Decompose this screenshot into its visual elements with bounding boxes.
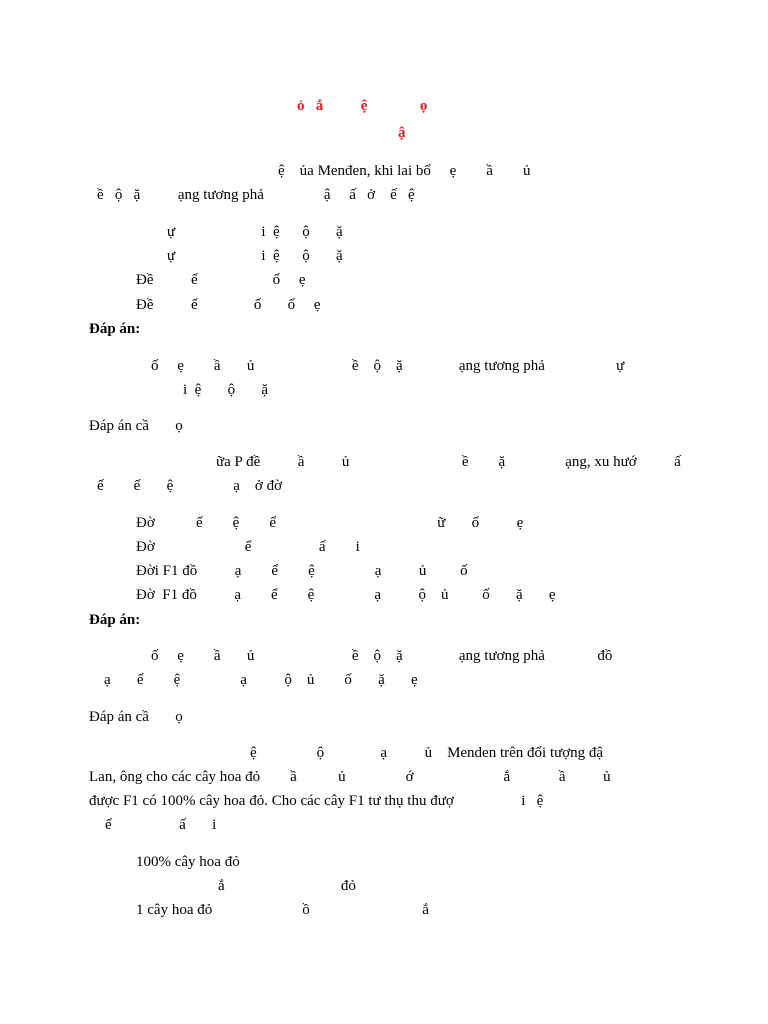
document-title-line-1: ỏ ắ ệ ọ xyxy=(297,98,428,114)
q1-answer-label: Đáp án: xyxy=(89,321,141,337)
document-title-line-2: ậ xyxy=(398,125,406,141)
q2-answer-label: Đáp án: xyxy=(89,612,141,628)
q2-option-d: Đờ F1 đồ ạ ể ệ ạ ộ ủ ố ặ ẹ xyxy=(136,587,556,603)
q1-option-a: ự i ệ ộ ặ xyxy=(167,224,343,240)
q2-stem-line-1: ữa P đề ầ ủ ề ặ ạng, xu hướ ấ xyxy=(216,454,681,470)
q3-option-a: 100% cây hoa đỏ xyxy=(136,854,240,870)
q1-option-d: Đề ể ố ố ẹ xyxy=(136,297,321,313)
q3-stem-line-4: ể ấ i xyxy=(105,817,217,833)
q2-option-a: Đờ ể ệ ể ữ ố ẹ xyxy=(136,515,524,531)
q2-option-c: Đời F1 đồ ạ ể ệ ạ ủ ố xyxy=(136,563,468,579)
q2-answer-line-2: ạ ể ệ ạ ộ ủ ố ặ ẹ xyxy=(104,672,418,688)
q1-stem-line-1: ệ ủa Menđen, khi lai bố ẹ ầ ủ xyxy=(278,163,531,179)
q2-option-b: Đờ ể ấ i xyxy=(136,539,360,555)
q1-answer-line-2: i ệ ộ ặ xyxy=(183,382,268,398)
q1-explain-label: Đáp án cầ ọ xyxy=(89,418,183,434)
q3-stem-line-3: được F1 có 100% cây hoa đỏ. Cho các cây F1 tư thụ thu đượ i ệ xyxy=(89,793,544,809)
q3-stem-line-2: Lan, ông cho các cây hoa đỏ ầ ủ ớ ắ ầ ủ xyxy=(89,769,611,785)
q1-answer-line-1: ố ẹ ầ ủ ề ộ ặ ạng tương phả ự xyxy=(151,358,625,374)
q2-answer-line-1: ố ẹ ầ ủ ề ộ ặ ạng tương phả đồ xyxy=(151,648,613,664)
q1-stem-line-2: ề ộ ặ ạng tương phả ậ ấ ở ế ệ xyxy=(97,187,415,203)
q3-option-b: ắ đỏ xyxy=(218,878,356,894)
q3-option-c: 1 cây hoa đỏ ồ ắ xyxy=(136,902,429,918)
q1-option-b: ự i ệ ộ ặ xyxy=(167,248,343,264)
q1-option-c: Đề ể ố ẹ xyxy=(136,272,306,288)
q3-stem-line-1: ệ ộ ạ ủ Menden trên đối tượng đậ xyxy=(250,745,604,761)
q2-stem-line-2: ế ế ệ ạ ở đờ xyxy=(97,478,282,494)
q2-explain-label: Đáp án cầ ọ xyxy=(89,709,183,725)
